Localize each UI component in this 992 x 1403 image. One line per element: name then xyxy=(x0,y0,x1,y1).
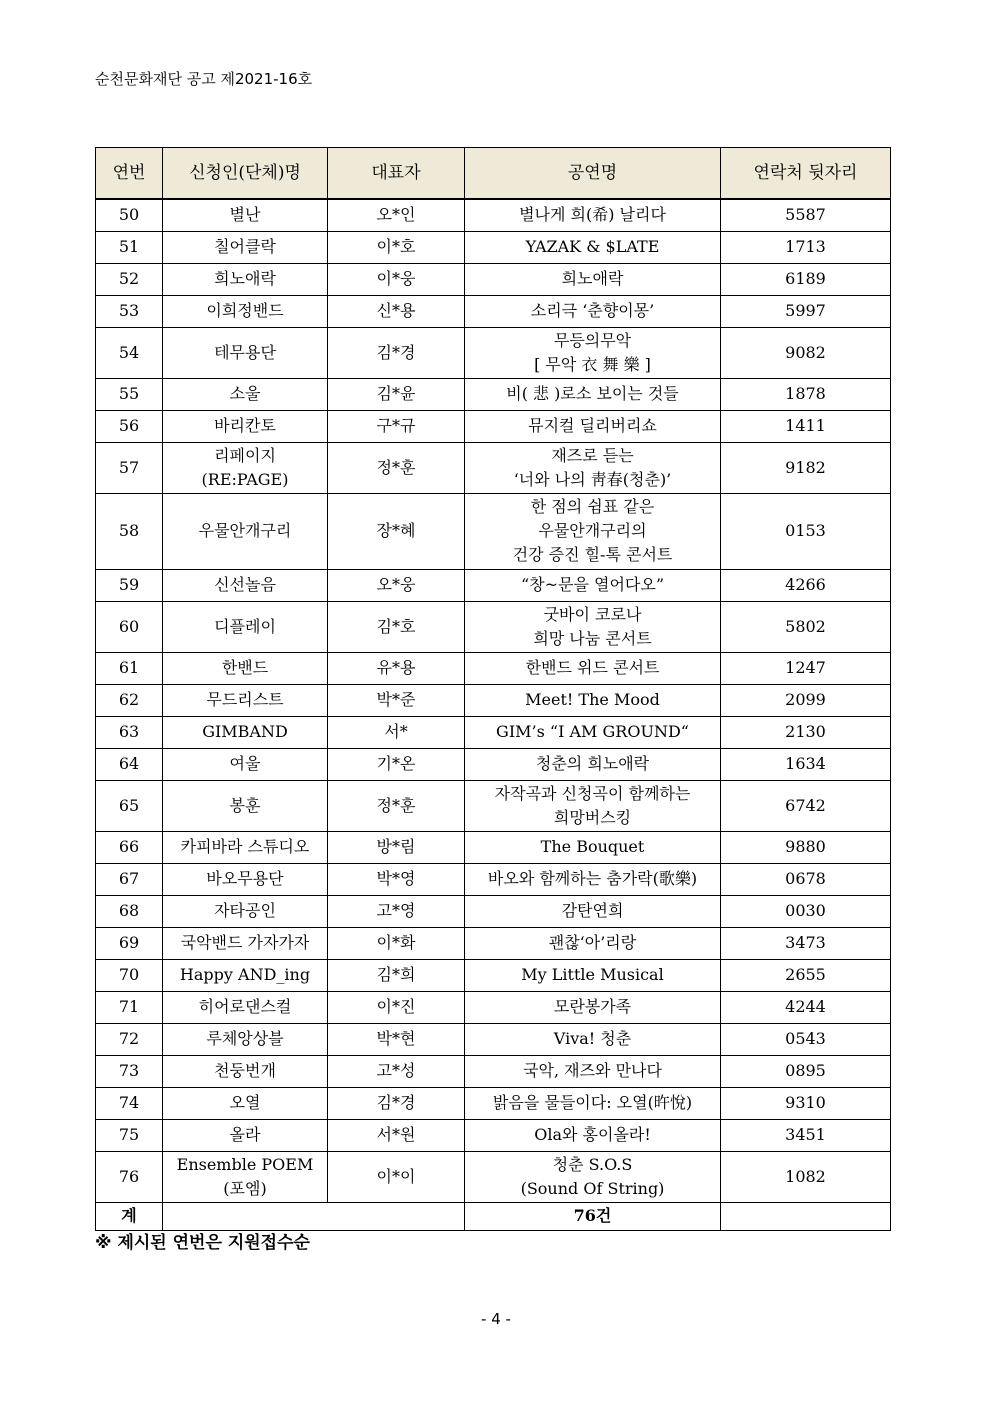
applicant-name xyxy=(163,1087,328,1119)
applicant-name-line: 봉훈 xyxy=(229,795,261,815)
table-row xyxy=(96,601,891,652)
table-row xyxy=(96,1151,891,1202)
performance-title-line: YAZAK & $LATE xyxy=(525,237,660,256)
applicant-name-line: 디플레이 xyxy=(214,616,276,636)
table-row xyxy=(96,1023,891,1055)
performance-title xyxy=(465,199,721,231)
column-header-title: 공연명 xyxy=(465,148,721,200)
phone-suffix: 0895 xyxy=(721,1055,891,1087)
row-number: 75 xyxy=(96,1119,163,1151)
performance-title-line: Viva! 청춘 xyxy=(553,1029,632,1048)
performance-title-line: The Bouquet xyxy=(540,837,645,856)
table-row xyxy=(96,410,891,442)
applicant-name-line: (포엠) xyxy=(223,1178,267,1198)
representative: 김*희 xyxy=(328,959,465,991)
performance-title-line: 밝음을 물들이다: 오열(旿悅) xyxy=(492,1093,693,1112)
row-number: 52 xyxy=(96,263,163,295)
performance-title-line: 별나게 희(希) 날리다 xyxy=(519,205,666,225)
applicant-name xyxy=(163,1055,328,1087)
performance-title xyxy=(465,684,721,716)
performance-title-line: 한 점의 쉼표 같은 xyxy=(530,497,655,516)
representative: 구*규 xyxy=(328,410,465,442)
performance-title xyxy=(465,263,721,295)
phone-suffix: 1634 xyxy=(721,748,891,780)
table-row xyxy=(96,927,891,959)
total-value: 76건 xyxy=(465,1202,721,1230)
performance-title xyxy=(465,569,721,601)
table-row xyxy=(96,199,891,231)
row-number: 60 xyxy=(96,601,163,652)
table-row xyxy=(96,569,891,601)
applicant-name-line: 이희정밴드 xyxy=(206,301,284,320)
table-body xyxy=(96,199,891,1202)
performance-title-line: 무등의무악 xyxy=(553,330,632,350)
applicant-name xyxy=(163,231,328,263)
applicant-name-line: 국악밴드 가자가자 xyxy=(180,933,310,952)
performance-title xyxy=(465,1055,721,1087)
representative: 오*인 xyxy=(328,199,465,231)
representative: 이*화 xyxy=(328,927,465,959)
row-number: 65 xyxy=(96,780,163,831)
phone-suffix: 3473 xyxy=(721,927,891,959)
performance-title-line: 희망버스킹 xyxy=(553,807,632,827)
table-header-row xyxy=(96,148,891,200)
performance-title xyxy=(465,895,721,927)
applicant-name-line: 별난 xyxy=(229,205,261,225)
applicant-name xyxy=(163,442,328,493)
applicant-name xyxy=(163,684,328,716)
row-number: 63 xyxy=(96,716,163,748)
representative: 고*성 xyxy=(328,1055,465,1087)
applicant-name-line: 루체앙상블 xyxy=(206,1029,284,1048)
applicant-name xyxy=(163,780,328,831)
representative: 서* xyxy=(328,716,465,748)
representative: 이*호 xyxy=(328,231,465,263)
representative: 김*경 xyxy=(328,327,465,378)
applicant-name xyxy=(163,895,328,927)
applicant-name-line: 천둥번개 xyxy=(214,1061,276,1080)
applicant-name xyxy=(163,716,328,748)
row-number: 66 xyxy=(96,831,163,863)
performance-title xyxy=(465,231,721,263)
row-number: 64 xyxy=(96,748,163,780)
performance-title-line: 국악, 재즈와 만나다 xyxy=(523,1061,662,1080)
applicant-name xyxy=(163,327,328,378)
performance-title xyxy=(465,295,721,327)
performance-title-line: [ 무악 衣 舞 樂 ] xyxy=(534,354,651,374)
representative: 이*진 xyxy=(328,991,465,1023)
performance-title-line: “창~문을 열어다오” xyxy=(520,575,665,594)
row-number: 57 xyxy=(96,442,163,493)
performance-title-line: 희노애락 xyxy=(561,269,624,288)
representative: 신*용 xyxy=(328,295,465,327)
representative: 김*경 xyxy=(328,1087,465,1119)
representative: 박*준 xyxy=(328,684,465,716)
phone-suffix: 3451 xyxy=(721,1119,891,1151)
performance-title-line: 희망 나눔 콘서트 xyxy=(533,628,652,648)
table-row xyxy=(96,1119,891,1151)
table-row xyxy=(96,493,891,569)
applicant-name-line: 우물안개구리 xyxy=(198,521,292,540)
applicant-name xyxy=(163,493,328,569)
applicant-name xyxy=(163,831,328,863)
applicant-name-line: (RE:PAGE) xyxy=(201,469,289,489)
representative: 김*윤 xyxy=(328,378,465,410)
performance-title xyxy=(465,493,721,569)
representative: 이*이 xyxy=(328,1151,465,1202)
phone-suffix: 5587 xyxy=(721,199,891,231)
applicant-name xyxy=(163,601,328,652)
phone-suffix: 1713 xyxy=(721,231,891,263)
performance-title xyxy=(465,780,721,831)
phone-suffix: 1411 xyxy=(721,410,891,442)
phone-suffix: 0543 xyxy=(721,1023,891,1055)
performance-title xyxy=(465,748,721,780)
applicant-name-line: 희노애락 xyxy=(214,269,276,288)
phone-suffix: 4244 xyxy=(721,991,891,1023)
row-number: 76 xyxy=(96,1151,163,1202)
performance-title-line: 비( 悲 )로소 보이는 것들 xyxy=(506,384,679,403)
performance-title-line: 청춘의 희노애락 xyxy=(535,754,650,773)
performance-title-line: 자작곡과 신청곡이 함께하는 xyxy=(494,783,691,803)
applicant-name xyxy=(163,410,328,442)
phone-suffix: 0030 xyxy=(721,895,891,927)
table-row xyxy=(96,231,891,263)
applicant-name xyxy=(163,959,328,991)
row-number: 70 xyxy=(96,959,163,991)
row-number: 55 xyxy=(96,378,163,410)
total-empty-end xyxy=(721,1202,891,1230)
performance-title xyxy=(465,1119,721,1151)
performance-title xyxy=(465,327,721,378)
applicant-name-line: 테무용단 xyxy=(214,342,276,362)
performance-title xyxy=(465,1023,721,1055)
applicant-table xyxy=(95,147,891,1231)
applicant-name-line: Ensemble POEM xyxy=(176,1154,314,1174)
total-empty xyxy=(163,1202,465,1230)
performance-title xyxy=(465,716,721,748)
performance-title-line: (Sound Of String) xyxy=(520,1178,665,1198)
applicant-name-line: Happy AND_ing xyxy=(179,965,311,984)
performance-title xyxy=(465,1087,721,1119)
page-number: - 4 - xyxy=(481,1310,511,1328)
performance-title xyxy=(465,1151,721,1202)
performance-title-line: 청춘 S.O.S xyxy=(552,1154,633,1174)
performance-title-line: 재즈로 듣는 xyxy=(551,445,634,465)
row-number: 51 xyxy=(96,231,163,263)
phone-suffix: 2655 xyxy=(721,959,891,991)
phone-suffix: 4266 xyxy=(721,569,891,601)
applicant-name-line: 바리칸토 xyxy=(214,416,276,435)
representative: 방*림 xyxy=(328,831,465,863)
table-row xyxy=(96,1055,891,1087)
applicant-name-line: 바오무용단 xyxy=(206,869,284,888)
representative: 기*온 xyxy=(328,748,465,780)
applicant-name xyxy=(163,378,328,410)
row-number: 73 xyxy=(96,1055,163,1087)
applicant-name xyxy=(163,1023,328,1055)
table-row xyxy=(96,780,891,831)
applicant-name xyxy=(163,991,328,1023)
performance-title-line: 굿바이 코로나 xyxy=(543,604,642,624)
applicant-name-line: 자타공인 xyxy=(214,901,276,920)
table-row xyxy=(96,748,891,780)
applicant-name-line: 한밴드 xyxy=(221,658,269,677)
applicant-name xyxy=(163,927,328,959)
phone-suffix: 9310 xyxy=(721,1087,891,1119)
performance-title-line: 바오와 함께하는 춤가락(歌樂) xyxy=(487,869,698,888)
row-number: 71 xyxy=(96,991,163,1023)
applicant-name-line: 리페이지 xyxy=(214,445,276,465)
performance-title xyxy=(465,863,721,895)
performance-title-line: ‘너와 나의 靑春(청춘)’ xyxy=(513,469,672,489)
representative: 오*웅 xyxy=(328,569,465,601)
applicant-name-line: 올라 xyxy=(229,1125,261,1144)
phone-suffix: 9880 xyxy=(721,831,891,863)
representative: 박*현 xyxy=(328,1023,465,1055)
row-number: 50 xyxy=(96,199,163,231)
representative: 장*혜 xyxy=(328,493,465,569)
applicant-name-line: 오열 xyxy=(229,1093,261,1112)
total-label: 계 xyxy=(96,1202,163,1230)
table-row xyxy=(96,831,891,863)
performance-title-line: 한밴드 위드 콘서트 xyxy=(525,658,660,677)
row-number: 69 xyxy=(96,927,163,959)
notice-number: 순천문화재단 공고 제2021-16호 xyxy=(95,70,313,88)
performance-title-line: 건강 증진 힐-톡 콘서트 xyxy=(512,545,673,564)
representative: 정*훈 xyxy=(328,780,465,831)
performance-title-line: 모란봉가족 xyxy=(553,997,632,1016)
column-header-name: 신청인(단체)명 xyxy=(163,148,328,200)
table-row xyxy=(96,991,891,1023)
applicant-name xyxy=(163,863,328,895)
applicant-name-line: 여울 xyxy=(229,754,261,773)
applicant-name-line: GIMBAND xyxy=(202,722,288,741)
table-row xyxy=(96,378,891,410)
performance-title xyxy=(465,831,721,863)
applicant-name-line: 무드리스트 xyxy=(206,690,284,709)
phone-suffix: 0153 xyxy=(721,493,891,569)
phone-suffix: 5997 xyxy=(721,295,891,327)
performance-title-line: Meet! The Mood xyxy=(525,690,660,709)
phone-suffix: 1878 xyxy=(721,378,891,410)
phone-suffix: 1082 xyxy=(721,1151,891,1202)
performance-title-line: 우물안개구리의 xyxy=(538,521,647,540)
row-number: 61 xyxy=(96,652,163,684)
column-header-representative: 대표자 xyxy=(328,148,465,200)
representative: 김*호 xyxy=(328,601,465,652)
performance-title-line: My Little Musical xyxy=(521,965,664,984)
applicant-name xyxy=(163,652,328,684)
phone-suffix: 2099 xyxy=(721,684,891,716)
table-row xyxy=(96,442,891,493)
representative: 정*훈 xyxy=(328,442,465,493)
phone-suffix: 9182 xyxy=(721,442,891,493)
phone-suffix: 1247 xyxy=(721,652,891,684)
applicant-name-line: 카피바라 스튜디오 xyxy=(180,837,310,856)
performance-title xyxy=(465,991,721,1023)
representative: 이*웅 xyxy=(328,263,465,295)
row-number: 62 xyxy=(96,684,163,716)
applicant-name xyxy=(163,199,328,231)
performance-title xyxy=(465,959,721,991)
column-header-phone: 연락처 뒷자리 xyxy=(721,148,891,200)
column-header-no: 연번 xyxy=(96,148,163,200)
performance-title-line: GIM’s “I AM GROUND“ xyxy=(496,722,689,741)
phone-suffix: 2130 xyxy=(721,716,891,748)
representative: 유*용 xyxy=(328,652,465,684)
row-number: 59 xyxy=(96,569,163,601)
performance-title xyxy=(465,410,721,442)
phone-suffix: 6742 xyxy=(721,780,891,831)
applicant-name xyxy=(163,748,328,780)
performance-title xyxy=(465,442,721,493)
table-row xyxy=(96,895,891,927)
performance-title-line: 괜찮‘아’리랑 xyxy=(548,933,637,952)
representative: 고*영 xyxy=(328,895,465,927)
representative: 박*영 xyxy=(328,863,465,895)
table-row xyxy=(96,652,891,684)
applicant-name-line: 소울 xyxy=(229,384,261,403)
performance-title-line: Ola와 홍이올라! xyxy=(534,1125,651,1144)
row-number: 74 xyxy=(96,1087,163,1119)
representative: 서*원 xyxy=(328,1119,465,1151)
row-number: 72 xyxy=(96,1023,163,1055)
phone-suffix: 6189 xyxy=(721,263,891,295)
applicant-name-line: 히어로댄스컬 xyxy=(198,997,292,1016)
applicant-name-line: 신선놀음 xyxy=(214,575,276,594)
phone-suffix: 5802 xyxy=(721,601,891,652)
row-number: 58 xyxy=(96,493,163,569)
row-number: 68 xyxy=(96,895,163,927)
phone-suffix: 0678 xyxy=(721,863,891,895)
applicant-name xyxy=(163,1119,328,1151)
performance-title-line: 소리극 ‘춘향이몽’ xyxy=(530,301,655,320)
applicant-name xyxy=(163,295,328,327)
performance-title-line: 뮤지컬 딜리버리쇼 xyxy=(528,416,657,435)
table-row xyxy=(96,295,891,327)
applicant-name xyxy=(163,263,328,295)
performance-title xyxy=(465,601,721,652)
table-row xyxy=(96,863,891,895)
table-row xyxy=(96,684,891,716)
performance-title-line: 감탄연희 xyxy=(561,901,624,920)
applicant-name xyxy=(163,569,328,601)
table-row xyxy=(96,959,891,991)
phone-suffix: 9082 xyxy=(721,327,891,378)
row-number: 56 xyxy=(96,410,163,442)
row-number: 54 xyxy=(96,327,163,378)
note-text: ※ 제시된 연번은 지원접수순 xyxy=(95,1233,310,1253)
performance-title xyxy=(465,927,721,959)
row-number: 53 xyxy=(96,295,163,327)
total-row xyxy=(96,1202,891,1230)
table-row xyxy=(96,716,891,748)
table-row xyxy=(96,327,891,378)
applicant-name xyxy=(163,1151,328,1202)
row-number: 67 xyxy=(96,863,163,895)
table-row xyxy=(96,263,891,295)
applicant-name-line: 칠어클락 xyxy=(214,237,276,256)
performance-title xyxy=(465,378,721,410)
table-row xyxy=(96,1087,891,1119)
performance-title xyxy=(465,652,721,684)
